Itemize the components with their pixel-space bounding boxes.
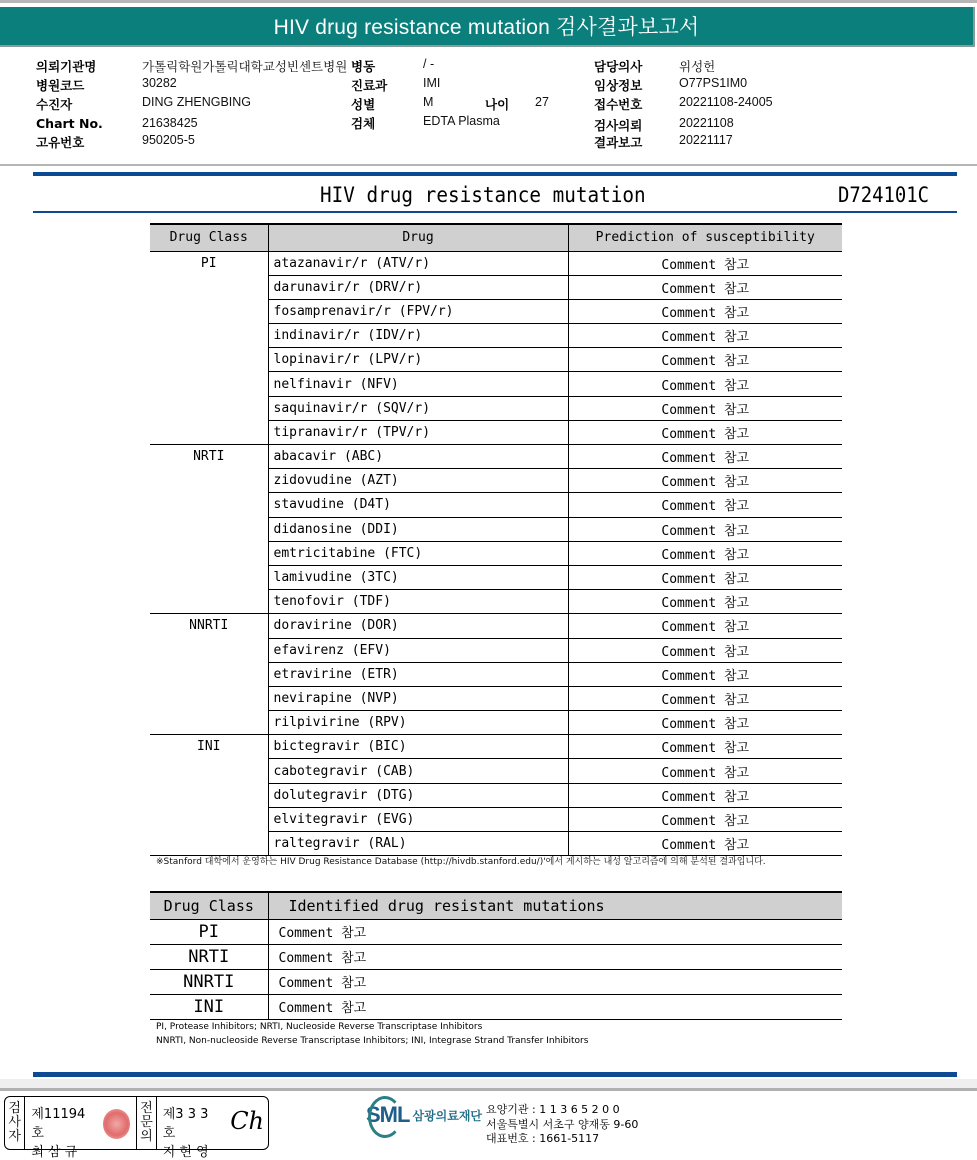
- drug-cell: bictegravir (BIC): [268, 735, 568, 759]
- logo-arc-icon: [368, 1096, 402, 1138]
- table-row: [150, 614, 842, 638]
- table-row: [150, 251, 842, 275]
- mutation-value: Comment 참고: [268, 994, 842, 1019]
- label-department: 진료과: [351, 78, 388, 93]
- drug-cell: raltegravir (RAL): [268, 832, 568, 856]
- prediction-cell: Comment 참고: [568, 251, 842, 275]
- col-header-prediction: Prediction of susceptibility: [568, 224, 842, 251]
- divider-blue-thin: [33, 211, 957, 213]
- mutation-class: NRTI: [150, 944, 268, 969]
- label-chart-no: Chart No.: [36, 116, 103, 131]
- prediction-cell: Comment 참고: [568, 469, 842, 493]
- drug-class-cell: NNRTI: [150, 614, 268, 735]
- prediction-cell: Comment 참고: [568, 275, 842, 299]
- specialist-name: 지 현 영: [162, 1145, 209, 1160]
- sml-logo: [366, 1102, 482, 1128]
- col-header-mutations: Identified drug resistant mutations: [268, 892, 842, 919]
- specialist-license-no: 제3 3 3 호: [162, 1107, 209, 1141]
- drug-cell: didanosine (DDI): [268, 517, 568, 541]
- drug-cell: etravirine (ETR): [268, 662, 568, 686]
- address-line: 대표번호 : 1661-5117: [486, 1132, 600, 1145]
- value-unique-no: 950205-5: [142, 133, 195, 147]
- divider: [0, 164, 977, 166]
- database-note: ※Stanford 대학에서 운영하는 HIV Drug Resistance Database (http://hivdb.stanford.edu/)'에서 게시하는 내성 알고리즘에 의해 분석된 결과입니다.: [156, 857, 766, 867]
- drug-cell: doravirine (DOR): [268, 614, 568, 638]
- value-report-date: 20221117: [679, 133, 733, 147]
- prediction-cell: Comment 참고: [568, 445, 842, 469]
- mutation-class: PI: [150, 919, 268, 944]
- mutation-class: NNRTI: [150, 969, 268, 994]
- susceptibility-table: [150, 223, 842, 856]
- prediction-cell: Comment 참고: [568, 759, 842, 783]
- examiner-info: [25, 1097, 98, 1160]
- value-physician: 위성헌: [679, 60, 716, 74]
- drug-cell: stavudine (D4T): [268, 493, 568, 517]
- report-title: HIV drug resistance mutation: [320, 183, 646, 207]
- prediction-cell: Comment 참고: [568, 324, 842, 348]
- drug-cell: abacavir (ABC): [268, 445, 568, 469]
- divider-blue-bottom: [33, 1072, 957, 1077]
- top-strip: [0, 0, 977, 3]
- prediction-cell: Comment 참고: [568, 565, 842, 589]
- label-char: 전: [140, 1101, 153, 1116]
- table-row: [150, 919, 842, 944]
- mutation-value: Comment 참고: [268, 919, 842, 944]
- value-department: IMI: [423, 76, 441, 90]
- table-row: [150, 445, 842, 469]
- drug-cell: dolutegravir (DTG): [268, 783, 568, 807]
- mutation-value: Comment 참고: [268, 969, 842, 994]
- abbreviation-line: PI, Protease Inhibitors; NRTI, Nucleoside Reverse Transcriptase Inhibitors: [156, 1022, 483, 1032]
- label-clinical-info: 임상정보: [594, 78, 643, 93]
- address-line: 서울특별시 서초구 양재동 9-60: [486, 1117, 639, 1131]
- mutation-value: Comment 참고: [268, 944, 842, 969]
- label-char: 사: [8, 1115, 21, 1130]
- label-physician: 담당의사: [594, 59, 643, 74]
- drug-cell: fosamprenavir/r (FPV/r): [268, 299, 568, 323]
- mutation-table: [150, 891, 842, 1020]
- specialist-label: [136, 1097, 156, 1149]
- prediction-cell: Comment 참고: [568, 541, 842, 565]
- drug-cell: indinavir/r (IDV/r): [268, 324, 568, 348]
- prediction-cell: Comment 참고: [568, 735, 842, 759]
- value-age: 27: [535, 95, 549, 109]
- label-ward: 병동: [351, 59, 376, 74]
- prediction-cell: Comment 참고: [568, 372, 842, 396]
- value-accession-no: 20221108-24005: [679, 95, 773, 109]
- examiner-name: 최 삼 규: [31, 1145, 78, 1160]
- drug-cell: nelfinavir (NFV): [268, 372, 568, 396]
- label-char: 문: [140, 1115, 153, 1130]
- label-sex: 성별: [351, 97, 376, 112]
- label-specimen: 검체: [351, 116, 376, 131]
- label-hospital-code: 병원코드: [36, 78, 85, 93]
- table-row: [150, 969, 842, 994]
- drug-cell: atazanavir/r (ATV/r): [268, 251, 568, 275]
- drug-class-cell: PI: [150, 251, 268, 445]
- prediction-cell: Comment 참고: [568, 662, 842, 686]
- divider-blue-thick: [33, 172, 957, 176]
- patient-info: [0, 55, 977, 163]
- prediction-cell: Comment 참고: [568, 590, 842, 614]
- specialist-info: [157, 1097, 226, 1160]
- prediction-cell: Comment 참고: [568, 614, 842, 638]
- col-header-drug: Drug: [268, 224, 568, 251]
- table-row: [150, 735, 842, 759]
- drug-cell: lopinavir/r (LPV/r): [268, 348, 568, 372]
- value-ward: / -: [423, 57, 435, 71]
- prediction-cell: Comment 참고: [568, 348, 842, 372]
- value-hospital-code: 30282: [142, 76, 177, 90]
- signature-box: [4, 1096, 269, 1160]
- prediction-cell: Comment 참고: [568, 299, 842, 323]
- value-clinical-info: O77PS1IM0: [679, 76, 748, 90]
- drug-cell: saquinavir/r (SQV/r): [268, 396, 568, 420]
- table-row: [150, 994, 842, 1019]
- org-address: [486, 1103, 638, 1147]
- logo-text: SML: [366, 1102, 410, 1127]
- label-age: 나이: [485, 97, 510, 112]
- drug-cell: tipranavir/r (TPV/r): [268, 420, 568, 444]
- table-header-row: [150, 224, 842, 251]
- abbreviation-line: NNRTI, Non-nucleoside Reverse Transcriptase Inhibitors; INI, Integrase Strand Transfer Inhibitors: [156, 1036, 589, 1046]
- prediction-cell: Comment 참고: [568, 493, 842, 517]
- prediction-cell: Comment 참고: [568, 517, 842, 541]
- drug-cell: elvitegravir (EVG): [268, 807, 568, 831]
- prediction-cell: Comment 참고: [568, 638, 842, 662]
- report-code: D724101C: [838, 183, 930, 207]
- value-requesting-institution: 가톨릭학원가톨릭대학교성빈센트병원: [142, 60, 348, 74]
- org-name: 삼광의료재단: [412, 1108, 483, 1123]
- table-row: [150, 944, 842, 969]
- seal-stamp-icon: [103, 1109, 131, 1139]
- prediction-cell: Comment 참고: [568, 807, 842, 831]
- value-chart-no: 21638425: [142, 116, 198, 130]
- footer-band: [0, 1079, 977, 1091]
- mutation-class: INI: [150, 994, 268, 1019]
- label-patient: 수진자: [36, 97, 73, 112]
- col-header-drug-class: Drug Class: [150, 224, 268, 251]
- label-char: 검: [8, 1101, 21, 1116]
- drug-cell: efavirenz (EFV): [268, 638, 568, 662]
- drug-cell: zidovudine (AZT): [268, 469, 568, 493]
- drug-cell: darunavir/r (DRV/r): [268, 275, 568, 299]
- address-line: 요양기관 : 1 1 3 6 5 2 0 0: [486, 1103, 620, 1116]
- drug-cell: cabotegravir (CAB): [268, 759, 568, 783]
- drug-class-cell: INI: [150, 735, 268, 856]
- value-specimen: EDTA Plasma: [423, 114, 500, 128]
- label-requesting-institution: 의뢰기관명: [36, 59, 97, 74]
- label-char: 의: [140, 1129, 153, 1144]
- value-request-date: 20221108: [679, 116, 734, 130]
- prediction-cell: Comment 참고: [568, 783, 842, 807]
- report-header-title: HIV drug resistance mutation 검사결과보고서: [0, 7, 975, 47]
- drug-cell: tenofovir (TDF): [268, 590, 568, 614]
- label-accession-no: 접수번호: [594, 97, 643, 112]
- abbreviations: [156, 1020, 588, 1048]
- examiner-license-no: 제11194호: [31, 1107, 86, 1141]
- col-header-drug-class: Drug Class: [150, 892, 268, 919]
- value-sex: M: [423, 95, 434, 109]
- prediction-cell: Comment 참고: [568, 396, 842, 420]
- prediction-cell: Comment 참고: [568, 711, 842, 735]
- drug-cell: lamivudine (3TC): [268, 565, 568, 589]
- examiner-label: [5, 1097, 25, 1149]
- drug-cell: nevirapine (NVP): [268, 686, 568, 710]
- value-patient: DING ZHENGBING: [142, 95, 252, 109]
- label-unique-no: 고유번호: [36, 135, 85, 150]
- prediction-cell: Comment 참고: [568, 832, 842, 856]
- drug-cell: emtricitabine (FTC): [268, 541, 568, 565]
- signature: Ch: [230, 1107, 265, 1135]
- table-header-row: [150, 892, 842, 919]
- prediction-cell: Comment 참고: [568, 686, 842, 710]
- label-request-date: 검사의뢰: [594, 118, 643, 133]
- label-report-date: 결과보고: [594, 135, 643, 150]
- drug-cell: rilpivirine (RPV): [268, 711, 568, 735]
- prediction-cell: Comment 참고: [568, 420, 842, 444]
- label-char: 자: [8, 1129, 21, 1144]
- drug-class-cell: NRTI: [150, 445, 268, 614]
